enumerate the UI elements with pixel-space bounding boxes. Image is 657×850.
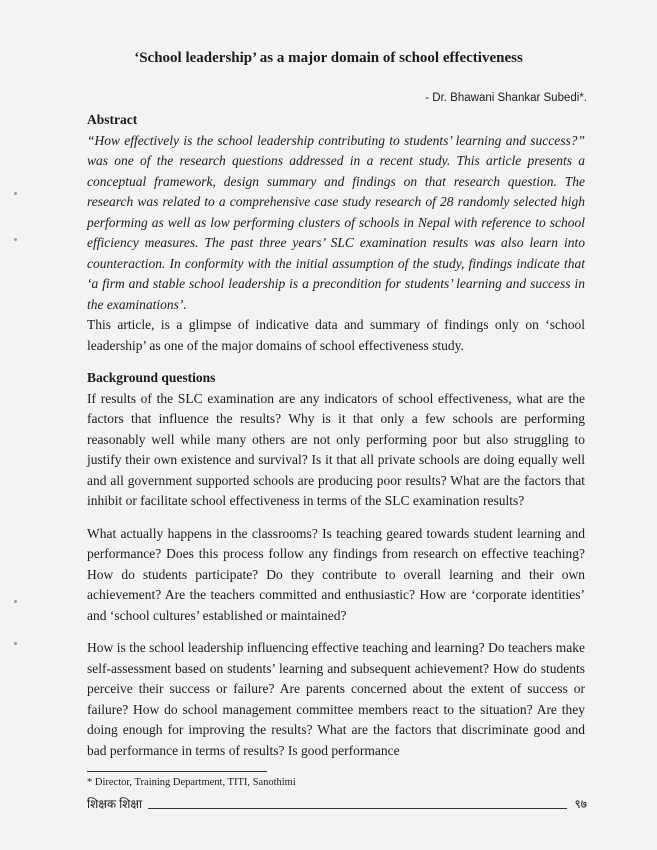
footnote-divider <box>87 771 267 772</box>
article-title: ‘School leadership’ as a major domain of school effectiveness <box>134 50 523 66</box>
abstract-note: This article, is a glimpse of indicative data and summary of findings only on ‘school leadership’ as one of the major domains of school effectiveness study. <box>87 317 585 353</box>
background-heading: Background questions <box>87 370 216 385</box>
article-body <box>87 110 585 761</box>
page-number: ९७ <box>574 797 587 811</box>
background-paragraph: What actually happens in the classrooms? Is teaching geared towards student learning and performance? Does this process follow any findings from research on effective teaching? How do students participate? Do they contribute to overall learning and their own achievement? Are the teachers committed and enthusiastic? How are ‘corporate identities’ and ‘school cultures’ established or maintained? <box>87 525 585 623</box>
author-line: - Dr. Bhawani Shankar Subedi*. <box>425 92 587 104</box>
scan-speck <box>14 600 17 603</box>
page-footer <box>87 795 587 812</box>
scan-speck <box>14 642 17 645</box>
abstract-heading: Abstract <box>87 112 138 127</box>
background-paragraph: If results of the SLC examination are any indicators of school effectiveness, what are the factors that influence the results? Why is it that only a few schools are performing reasonably well while many others are not only performing poor but also struggling to justify their own existence and survival? Is it that all private schools are doing equally well and all government supported schools are producing poor results? What are the factors that inhibit or facilitate school effectiveness in terms of the SLC examination results? <box>87 390 585 508</box>
footnote: * Director, Training Department, TITI, Sanothimi <box>87 777 296 788</box>
scan-speck <box>14 238 17 241</box>
background-paragraph: How is the school leadership influencing effective teaching and learning? Do teachers make self-assessment based on students’ learning and subsequent achievement? How do students perceive their success or failure? Are parents concerned about the extent of success or failure? How do school management committee members react to the situation? Are they doing enough for improving the results? What are the factors that discriminate good and bad performance in terms of results? Is good performance <box>87 640 585 758</box>
journal-name: शिक्षक शिक्षा <box>87 797 143 811</box>
scan-speck <box>14 192 17 195</box>
footer-rule <box>148 808 566 809</box>
abstract-text: “How effectively is the school leadership contributing to students’ learning and success?” was one of the research questions addressed in a recent study. This article presents a conceptual framework, design summary and findings on that research question. The research was related to a comprehensive case study research of 28 randomly selected high performing as well as low performing clusters of schools in Nepal with reference to school efficiency measures. The past three years’ SLC examination results was also learn into counteraction. In conformity with the initial assumption of the study, findings indicate that ‘a firm and stable school leadership is a precondition for students’ learning and success in the examinations’. <box>87 132 585 312</box>
